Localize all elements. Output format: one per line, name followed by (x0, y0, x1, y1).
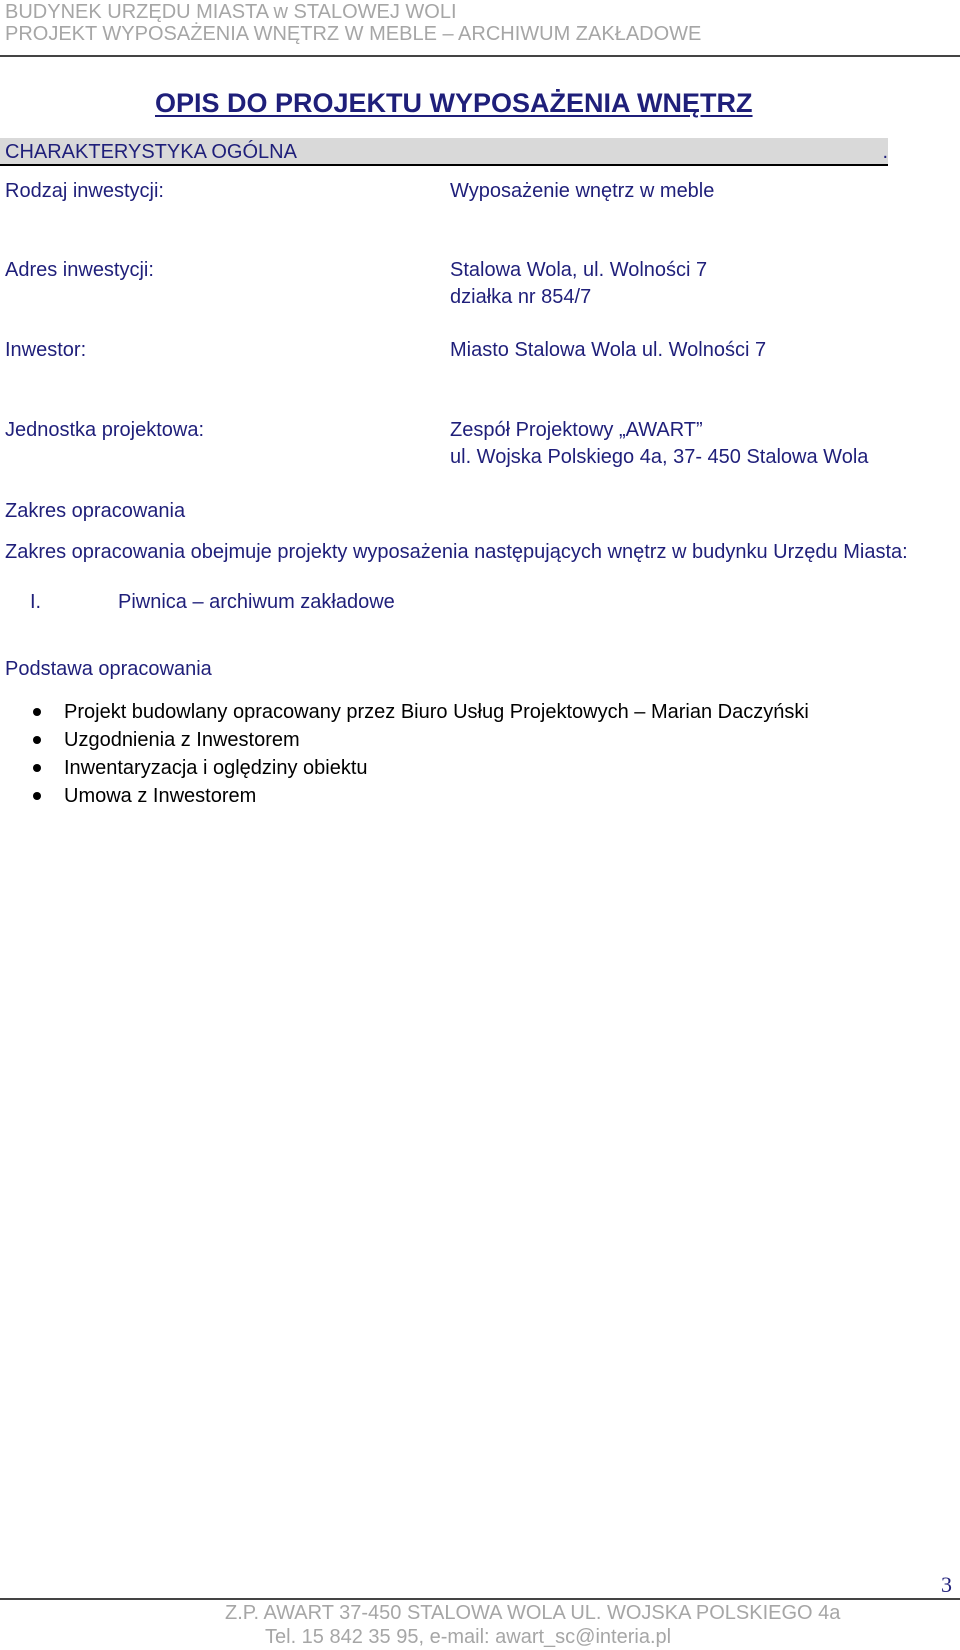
document-title: OPIS DO PROJEKTU WYPOSAŻENIA WNĘTRZ (155, 88, 753, 118)
footer-line-2: Tel. 15 842 35 95, e-mail: awart_sc@interia.pl (265, 1626, 672, 1648)
list-item-text: Uzgodnienia z Inwestorem (64, 729, 300, 751)
field-value-rodzaj: Wyposażenie wnętrz w meble (450, 180, 715, 202)
list-item-text: Piwnica – archiwum zakładowe (118, 591, 395, 613)
bullet-icon (33, 736, 41, 744)
bullet-icon (33, 764, 41, 772)
page-number: 3 (941, 1572, 952, 1597)
list-item-text: Umowa z Inwestorem (64, 785, 257, 807)
list-item (30, 782, 809, 810)
field-label-jednostka: Jednostka projektowa: (5, 419, 205, 441)
bullet-icon (33, 708, 41, 716)
paragraph-zakres: Zakres opracowania obejmuje projekty wyposażenia następujących wnętrz w budynku Urzędu Miasta: (5, 541, 908, 563)
field-value-jednostka-1: Zespół Projektowy „AWART” (450, 419, 703, 441)
list-item (30, 754, 809, 782)
list-item (30, 726, 809, 754)
section-label: CHARAKTERYSTYKA OGÓLNA (5, 141, 297, 163)
bullet-list-podstawa (30, 698, 809, 810)
field-label-rodzaj: Rodzaj inwestycji: (5, 180, 164, 202)
list-item-number: I. (30, 591, 42, 613)
heading-zakres: Zakres opracowania (5, 500, 186, 522)
field-value-inwestor: Miasto Stalowa Wola ul. Wolności 7 (450, 339, 767, 361)
field-label-inwestor: Inwestor: (5, 339, 87, 361)
section-bar-charakterystyka (0, 138, 888, 166)
field-value-adres-2: działka nr 854/7 (450, 286, 592, 308)
heading-podstawa: Podstawa opracowania (5, 658, 212, 680)
section-trailing-dot: . (882, 141, 888, 163)
bullet-icon (33, 792, 41, 800)
field-label-adres: Adres inwestycji: (5, 259, 154, 281)
header-divider (0, 55, 960, 57)
header-line-1: BUDYNEK URZĘDU MIASTA w STALOWEJ WOLI (5, 1, 457, 23)
list-item-text: Projekt budowlany opracowany przez Biuro Usług Projektowych – Marian Daczyński (64, 701, 809, 723)
field-value-adres-1: Stalowa Wola, ul. Wolności 7 (450, 259, 708, 281)
list-item-zakres (30, 591, 395, 614)
footer-divider (0, 1598, 960, 1600)
footer-line-1: Z.P. AWART 37-450 STALOWA WOLA UL. WOJSKA POLSKIEGO 4a (225, 1602, 841, 1624)
list-item-text: Inwentaryzacja i oględziny obiektu (64, 757, 368, 779)
field-value-jednostka-2: ul. Wojska Polskiego 4a, 37- 450 Stalowa Wola (450, 446, 869, 468)
list-item (30, 698, 809, 726)
header-line-2: PROJEKT WYPOSAŻENIA WNĘTRZ W MEBLE – ARCHIWUM ZAKŁADOWE (5, 23, 702, 45)
